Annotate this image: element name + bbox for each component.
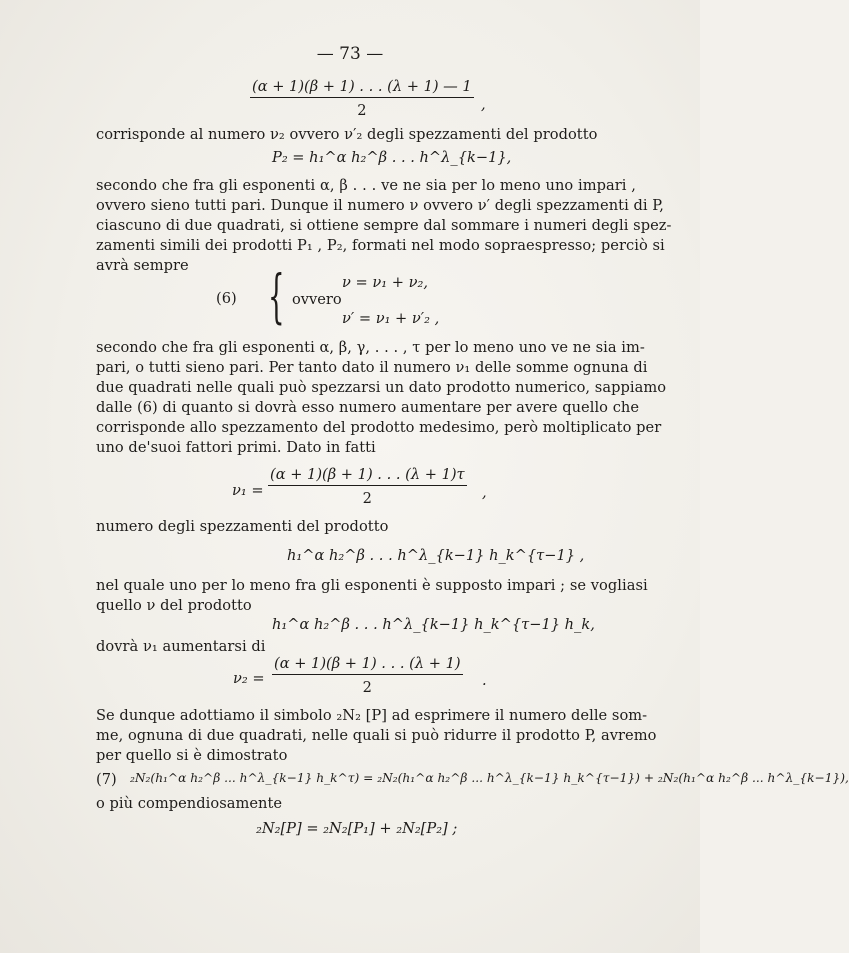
top-fraction-numerator: (α + 1)(β + 1) . . . (λ + 1) — 1 (250, 78, 474, 98)
text-line: due quadrati nelle quali può spezzarsi un dato prodotto numerico, sappiamo (96, 379, 667, 396)
nu1-denominator: 2 (362, 490, 372, 507)
text-line: dovrà ν₁ aumentarsi di (96, 638, 266, 655)
text-line: numero degli spezzamenti del prodotto (96, 518, 389, 535)
text-line: corrisponde al numero ν₂ ovvero ν′₂ degli spezzamenti del prodotto (96, 126, 598, 143)
equation-7: ₂N₂(h₁^α h₂^β ... h^λ_{k−1} h_k^τ) = ₂N₂(h₁^α h₂^β ... h^λ_{k−1} h_k^{τ−1}) + ₂N₂(h₁^α h₂^β ... h^λ_{k−1}), (130, 771, 849, 785)
system6-ovvero: ovvero (292, 291, 342, 308)
text-line: avrà sempre (96, 257, 189, 274)
top-fraction (250, 78, 474, 119)
nu2-fraction (272, 655, 463, 696)
nu2-numerator: (α + 1)(β + 1) . . . (λ + 1) (272, 655, 463, 675)
equation-p2: P₂ = h₁^α h₂^β . . . h^λ_{k−1}, (272, 149, 512, 166)
top-fraction-denominator: 2 (357, 102, 367, 119)
text-line: corrisponde allo spezzamento del prodotto medesimo, però moltiplicato per (96, 419, 662, 436)
nu2-period: . (482, 672, 487, 689)
equation-label-7: (7) (96, 771, 117, 788)
equation-final: ₂N₂[P] = ₂N₂[P₁] + ₂N₂[P₂] ; (256, 820, 458, 837)
nu2-lhs: ν₂ = (233, 670, 265, 687)
nu1-lhs: ν₁ = (232, 482, 264, 499)
equation-product-1: h₁^α h₂^β . . . h^λ_{k−1} h_k^{τ−1} , (287, 547, 585, 564)
text-line: ciascuno di due quadrati, si ottiene sempre dal sommare i numeri degli spez- (96, 217, 672, 234)
top-fraction-comma: , (481, 96, 486, 113)
nu1-fraction (268, 466, 467, 507)
text-line: nel quale uno per lo meno fra gli esponenti è supposto impari ; se vogliasi (96, 577, 648, 594)
left-brace: { (268, 262, 285, 330)
page-number: — 73 — (316, 44, 384, 64)
system6-second: ν′ = ν₁ + ν′₂ , (342, 310, 440, 327)
text-line: me, ognuna di due quadrati, nelle quali si può ridurre il prodotto P, avremo (96, 727, 657, 744)
text-line: o più compendiosamente (96, 795, 283, 812)
text-line: pari, o tutti sieno pari. Per tanto dato il numero ν₁ delle somme ognuna di (96, 359, 648, 376)
text-line: zamenti simili dei prodotti P₁ , P₂, formati nel modo sopraespresso; perciò si (96, 237, 665, 254)
equation-label-6: (6) (216, 290, 237, 307)
nu1-comma: , (482, 484, 487, 501)
text-line: per quello si è dimostrato (96, 747, 288, 764)
system6-first: ν = ν₁ + ν₂, (342, 274, 428, 291)
text-line: dalle (6) di quanto si dovrà esso numero aumentare per avere quello che (96, 399, 640, 416)
equation-product-2: h₁^α h₂^β . . . h^λ_{k−1} h_k^{τ−1} h_k, (272, 616, 595, 633)
text-line: Se dunque adottiamo il simbolo ₂N₂ [P] ad esprimere il numero delle som- (96, 707, 648, 724)
text-line: uno de'suoi fattori primi. Dato in fatti (96, 439, 376, 456)
text-line: ovvero sieno tutti pari. Dunque il numero ν ovvero ν′ degli spezzamenti di P, (96, 197, 664, 214)
text-line: secondo che fra gli esponenti α, β . . . ve ne sia per lo meno uno impari , (96, 177, 636, 194)
text-line: quello ν del prodotto (96, 597, 252, 614)
nu2-denominator: 2 (362, 679, 372, 696)
text-line: secondo che fra gli esponenti α, β, γ, . . . , τ per lo meno uno ve ne sia im- (96, 339, 645, 356)
nu1-numerator: (α + 1)(β + 1) . . . (λ + 1)τ (268, 466, 467, 486)
